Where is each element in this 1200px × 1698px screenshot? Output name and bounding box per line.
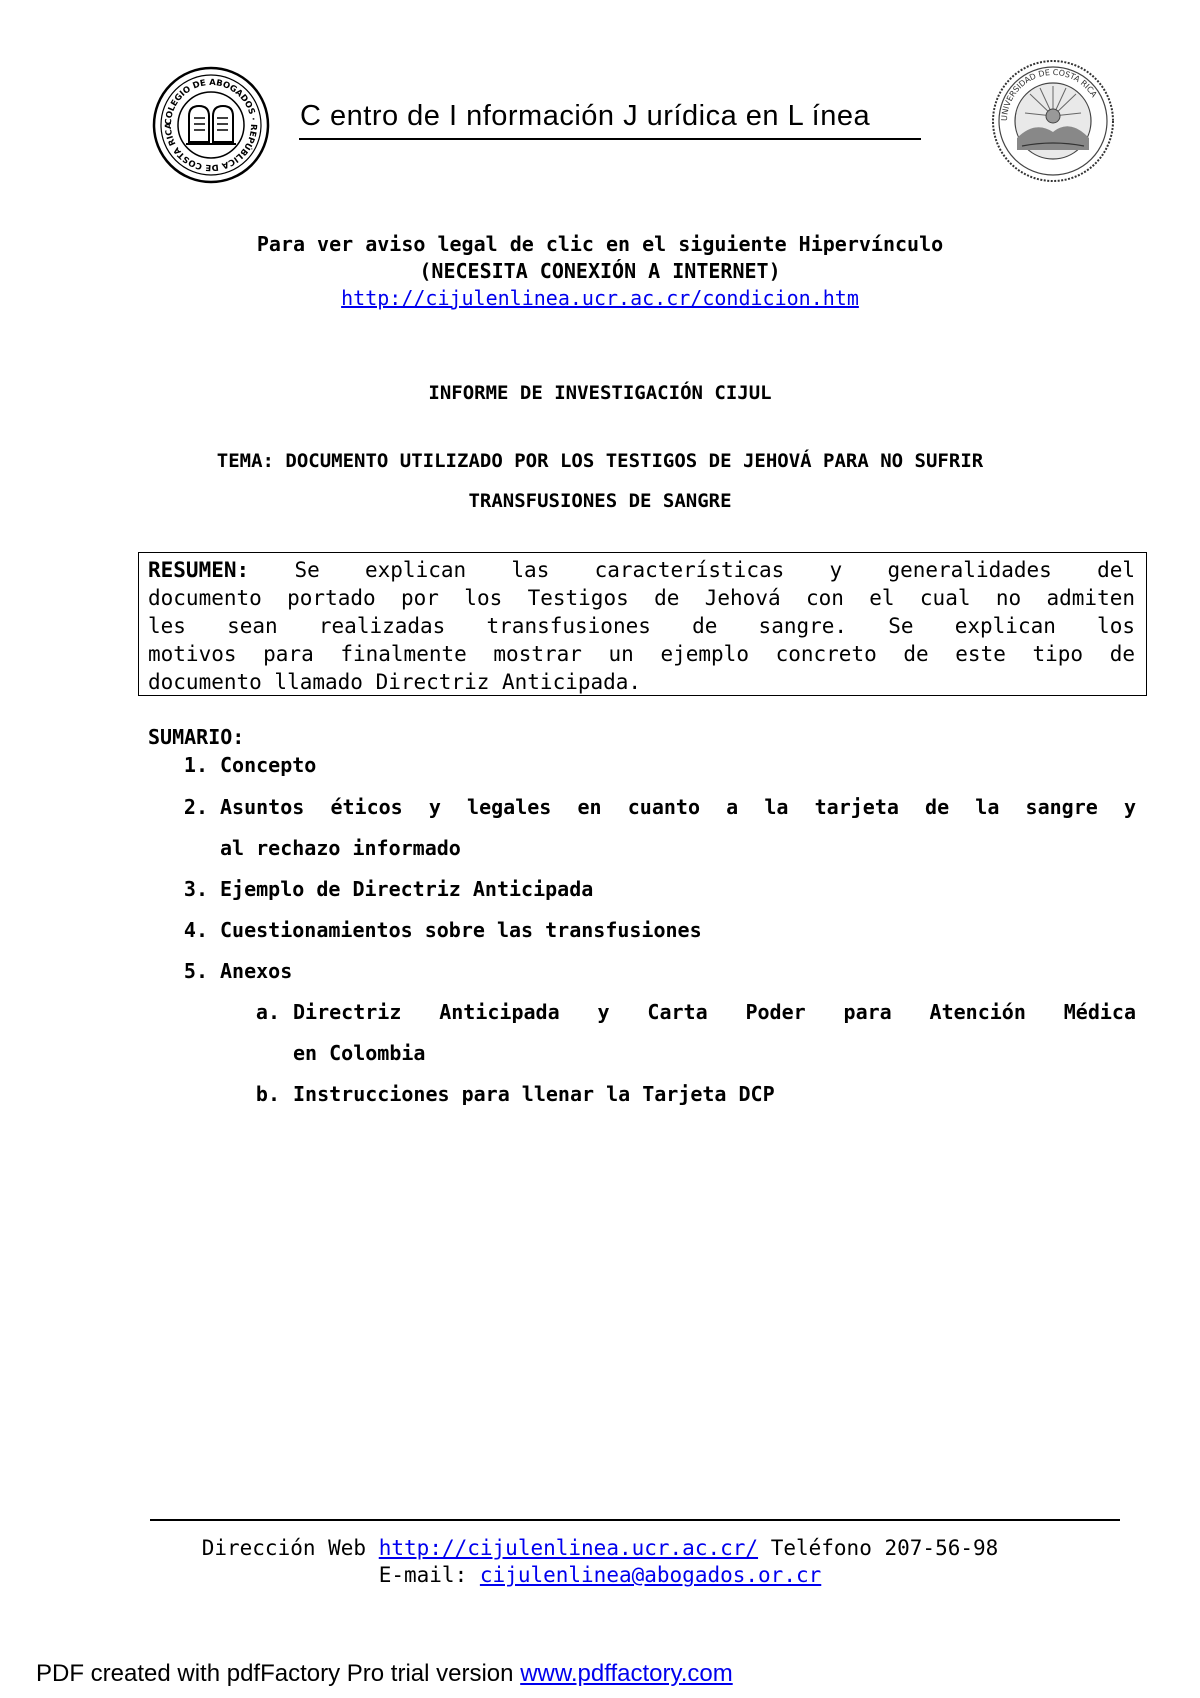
sub-list-item-text-cont: en Colombia xyxy=(293,1041,426,1065)
universidad-seal-icon xyxy=(990,58,1116,184)
sub-list-item xyxy=(0,1082,1200,1110)
page-title: C entro de I nformación J urídica en L ínea xyxy=(300,100,871,132)
pdf-note-text: PDF created with pdfFactory Pro trial version xyxy=(36,1660,514,1687)
legal-notice-line2: (NECESITA CONEXIÓN A INTERNET) xyxy=(419,259,781,283)
list-item-number: 2. xyxy=(183,795,208,819)
list-item xyxy=(0,877,1200,905)
legal-notice-line1: Para ver aviso legal de clic en el siguiente Hipervínculo xyxy=(256,232,944,256)
list-item xyxy=(0,959,1200,987)
list-item-text: Cuestionamientos sobre las transfusiones xyxy=(220,918,702,942)
pdf-creator-note xyxy=(36,1660,733,1688)
footer-email-label: E-mail: xyxy=(378,1563,468,1587)
colegio-de-abogados-logo xyxy=(152,66,270,184)
resumen-line4: motivos para finalmente mostrar un ejemplo concreto de este tipo de xyxy=(148,642,1135,666)
list-item xyxy=(0,753,1200,781)
resumen-text-line1: Se explican las características y generalidades del xyxy=(294,558,1135,582)
colegio-seal-icon xyxy=(152,66,270,184)
footer-divider xyxy=(150,1519,1120,1521)
list-item xyxy=(0,795,1200,865)
sumario-label: SUMARIO: xyxy=(148,725,245,749)
footer-phone: Teléfono 207-56-98 xyxy=(770,1536,999,1560)
sub-list-item xyxy=(0,1000,1200,1070)
list-item-text-cont: al rechazo informado xyxy=(220,836,461,860)
sub-list-item-letter: b. xyxy=(255,1082,280,1106)
resumen-line1 xyxy=(148,556,1135,584)
sub-list-item-text: Directriz Anticipada y Carta Poder para Atención Médica xyxy=(293,1000,1136,1024)
legal-notice-link-row xyxy=(0,286,1200,310)
sub-list-item-text: Instrucciones para llenar la Tarjeta DCP xyxy=(293,1082,775,1106)
list-item xyxy=(0,918,1200,946)
report-tema-line1: TEMA: DOCUMENTO UTILIZADO POR LOS TESTIGOS DE JEHOVÁ PARA NO SUFRIR xyxy=(216,450,984,472)
footer-web-link[interactable]: http://cijulenlinea.ucr.ac.cr/ xyxy=(378,1536,759,1560)
sub-list-item-letter: a. xyxy=(255,1000,280,1024)
resumen-line3: les sean realizadas transfusiones de sangre. Se explican los xyxy=(148,614,1135,638)
list-item-number: 3. xyxy=(183,877,208,901)
svg-text:COLEGIO DE ABOGADOS · REPÚBLIC: COLEGIO DE ABOGADOS · REPÚBLICA DE COSTA RICA xyxy=(163,77,259,173)
footer-web-row xyxy=(0,1536,1200,1560)
list-item-text: Ejemplo de Directriz Anticipada xyxy=(220,877,594,901)
title-underline xyxy=(299,138,921,140)
list-item-number: 5. xyxy=(183,959,208,983)
footer-email-link[interactable]: cijulenlinea@abogados.or.cr xyxy=(479,1563,822,1587)
list-item-number: 1. xyxy=(183,753,208,777)
svg-text:UNIVERSIDAD DE COSTA RICA: UNIVERSIDAD DE COSTA RICA xyxy=(999,67,1099,122)
report-tema-line2: TRANSFUSIONES DE SANGRE xyxy=(468,490,732,512)
footer-email-row xyxy=(0,1563,1200,1587)
list-item-text: Asuntos éticos y legales en cuanto a la tarjeta de la sangre y xyxy=(220,795,1136,819)
footer-web-label: Dirección Web xyxy=(201,1536,367,1560)
resumen-line2: documento portado por los Testigos de Jehová con el cual no admiten xyxy=(148,586,1135,610)
report-title: INFORME DE INVESTIGACIÓN CIJUL xyxy=(428,382,772,404)
list-item-number: 4. xyxy=(183,918,208,942)
legal-notice-link[interactable]: http://cijulenlinea.ucr.ac.cr/condicion.htm xyxy=(341,286,859,310)
resumen-line5: documento llamado Directriz Anticipada. xyxy=(148,670,642,694)
list-item-text: Concepto xyxy=(220,753,317,777)
pdf-note-link[interactable]: www.pdffactory.com xyxy=(520,1660,733,1687)
universidad-logo xyxy=(990,58,1116,184)
resumen-label: RESUMEN: xyxy=(148,558,250,582)
list-item-text: Anexos xyxy=(220,959,293,983)
